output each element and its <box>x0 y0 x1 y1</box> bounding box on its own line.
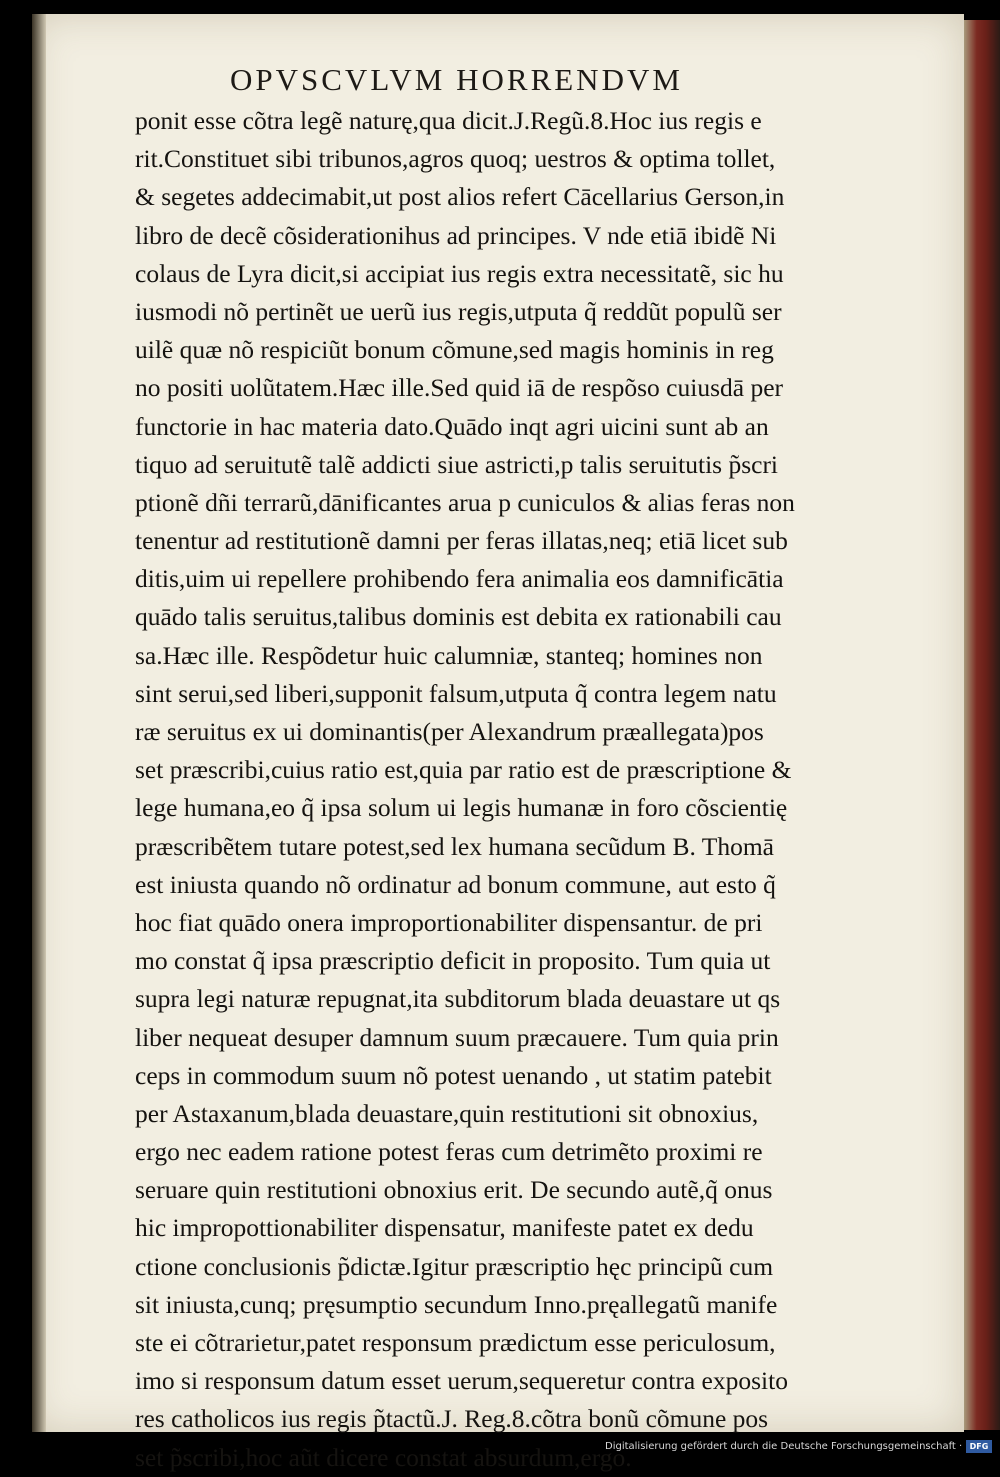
text-line: functorie in hac materia dato.Quādo inqt agri uicini sunt ab an <box>135 411 769 441</box>
digitization-credit: Digitalisierung gefördert durch die Deutsche Forschungsgemeinschaft · <box>605 1441 963 1452</box>
text-line: sa.Hæc ille. Respõdetur huic calumniæ, stanteq; homines non <box>135 640 763 670</box>
text-line: supra legi naturæ repugnat,ita subditorum blada deuastare ut qs <box>135 984 781 1014</box>
text-line: lege humana,eo q̃ ipsa solum ui legis humanæ in foro cõscientię <box>135 793 788 823</box>
page-gutter <box>32 14 46 1432</box>
text-line: tenentur ad restitutionẽ damni per feras illatas,neq; etiā licet sub <box>135 526 788 556</box>
text-line: ptionẽ dñi terrarũ,dānificantes arua p cuniculos & alias feras non <box>135 487 795 517</box>
body-text <box>135 102 875 1477</box>
text-line: set præscribi,cuius ratio est,quia par ratio est de præscriptione & <box>135 755 792 785</box>
book-fore-edge <box>964 20 1000 1430</box>
text-line: tiquo ad seruitutẽ talẽ addicti siue astricti,p talis seruitutis p̃scri <box>135 449 779 479</box>
text-line: imo si responsum datum esset uerum,sequeretur contra exposito <box>135 1366 788 1396</box>
text-line: rit.Constituet sibi tribunos,agros quoq; uestros & optima tollet, <box>135 144 776 174</box>
text-line: ste ei cõtrarietur,patet responsum prædictum esse periculosum, <box>135 1328 776 1357</box>
text-line: ctione conclusionis p̃dictæ.Igitur præscriptio hęc principũ cum <box>135 1251 774 1281</box>
text-line: seruare quin restitutioni obnoxius erit. De secundo autẽ,q̃ onus <box>135 1175 773 1205</box>
text-line: liber nequeat desuper damnum suum præcauere. Tum quia prin <box>135 1022 779 1052</box>
text-line: no positi uolũtatem.Hæc ille.Sed quid iā de respõso cuiusdā per <box>135 373 784 403</box>
text-line: res catholicos ius regis p̃tactũ.J. Reg.8.cõtra bonũ cõmune pos <box>135 1404 769 1434</box>
text-line: colaus de Lyra dicit,si accipiat ius regis extra necessitatẽ, sic hu <box>135 258 784 288</box>
text-line: set p̃scribi,hoc aũt dicere constat absurdum,ergo. <box>135 1442 632 1472</box>
text-line: hoc fiat quādo onera improportionabiliter dispensantur. de pri <box>135 907 763 937</box>
text-line: ergo nec eadem ratione potest feras cum detrimẽto proximi re <box>135 1137 763 1167</box>
text-line: ceps in commodum suum nõ potest uenando , ut statim patebit <box>135 1060 772 1090</box>
dfg-logo: DFG <box>966 1440 992 1453</box>
text-line: est iniusta quando nõ ordinatur ad bonum commune, aut esto q̃ <box>135 869 776 899</box>
text-line: libro de decẽ cõsiderationihus ad principes. V nde etiā ibidẽ Ni <box>135 220 777 250</box>
text-line: ditis,uim ui repellere prohibendo fera animalia eos damnificātia <box>135 564 784 594</box>
text-line: ræ seruitus ex ui dominantis(per Alexandrum præallegata)pos <box>135 717 764 746</box>
text-line: sint serui,sed liberi,supponit falsum,utputa q̃ contra legem natu <box>135 678 777 708</box>
running-header: OPVSCVLVM HORRENDVM <box>230 62 683 97</box>
text-line: uilẽ quæ nõ respiciũt bonum cõmune,sed magis hominis in reg <box>135 335 774 365</box>
text-line: hic impropottionabiliter dispensatur, manifeste patet ex dedu <box>135 1213 754 1243</box>
text-line: sit iniusta,cunq; pręsumptio secundum Inno.pręallegatũ manife <box>135 1289 778 1319</box>
text-line: quādo talis seruitus,talibus dominis est debita ex rationabili cau <box>135 602 782 632</box>
text-line: iusmodi nõ pertinẽt ue uerũ ius regis,utputa q̃ reddũt populũ ser <box>135 296 782 326</box>
text-line: præscribẽtem tutare potest,sed lex humana secũdum B. Thomā <box>135 831 774 861</box>
text-line: mo constat q̃ ipsa præscriptio deficit in proposito. Tum quia ut <box>135 946 771 976</box>
text-line: & segetes addecimabit,ut post alios refert Cācellarius Gerson,in <box>135 182 785 212</box>
text-line: ponit esse cõtra legẽ naturę,qua dicit.J.Regũ.8.Hoc ius regis e <box>135 106 762 135</box>
text-line: per Astaxanum,blada deuastare,quin restitutioni sit obnoxius, <box>135 1098 759 1128</box>
